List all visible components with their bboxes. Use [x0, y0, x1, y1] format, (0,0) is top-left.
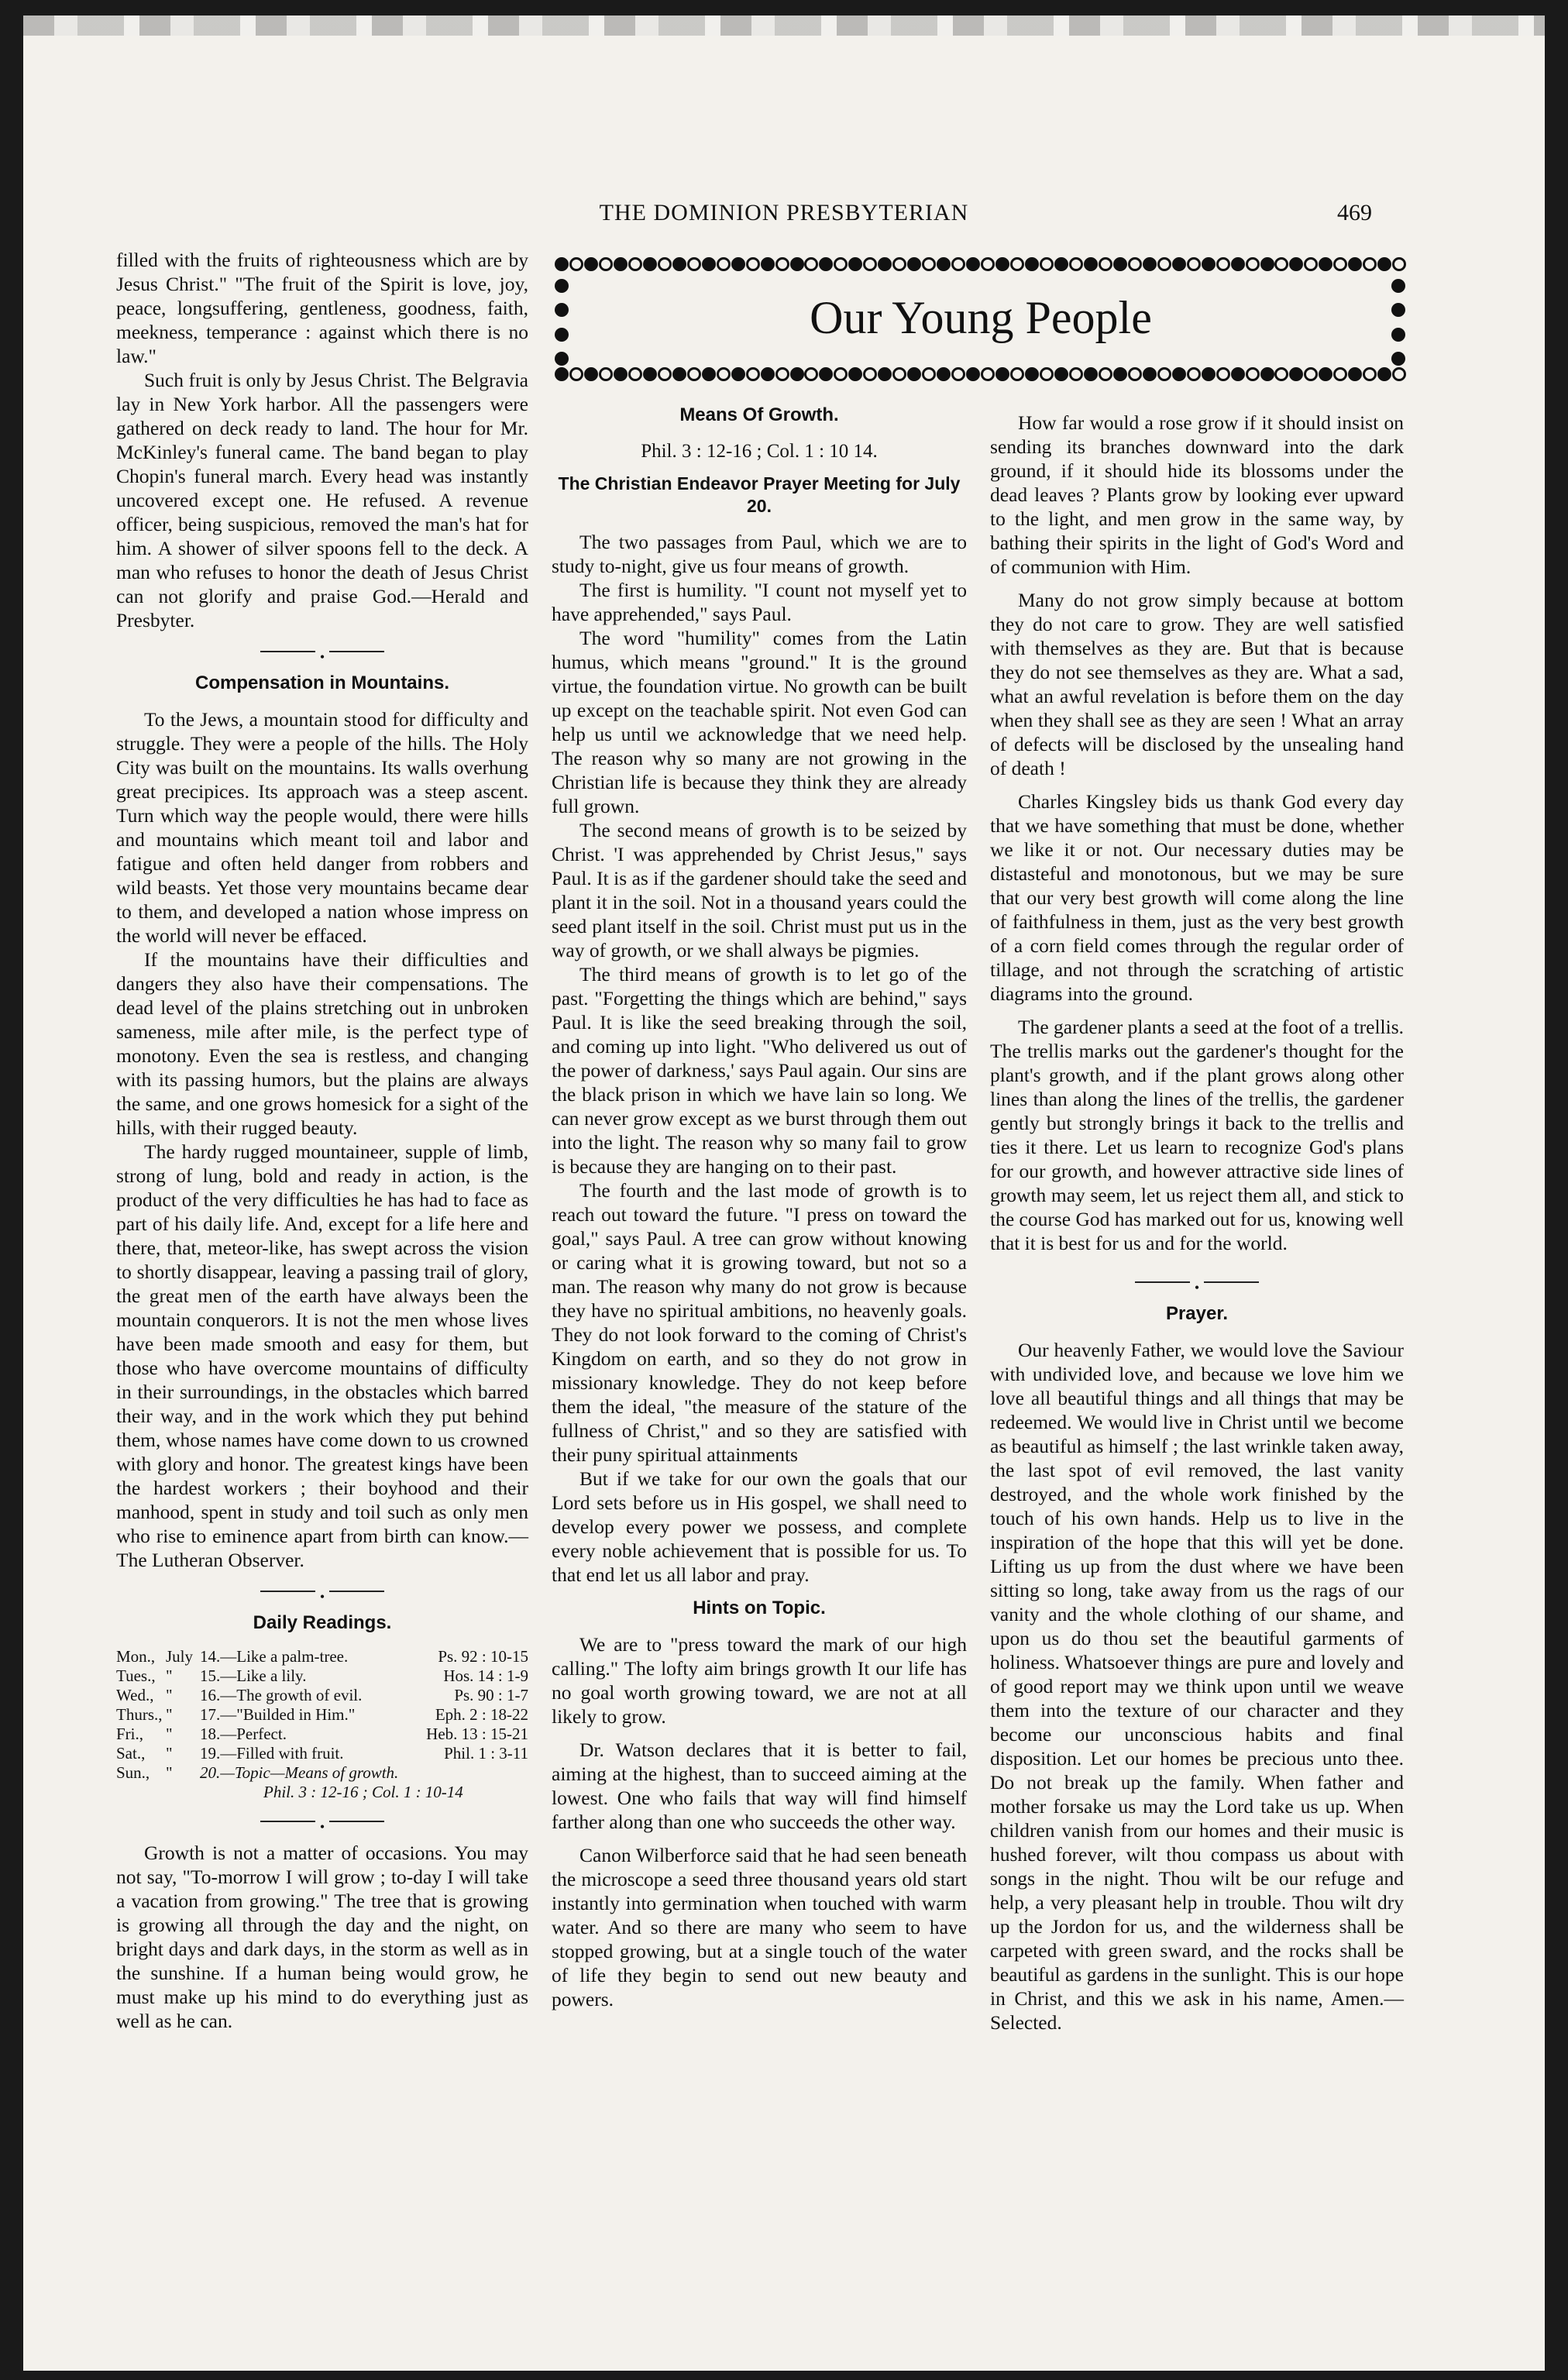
- border-dot: [1113, 257, 1127, 271]
- border-dot: [1143, 257, 1157, 271]
- border-dot: [834, 367, 848, 381]
- border-dot: [731, 257, 745, 271]
- border-dot: [937, 367, 951, 381]
- border-dot: [1069, 257, 1083, 271]
- border-dot: [966, 257, 980, 271]
- reading-continuation: Phil. 3 : 12-16 ; Col. 1 : 10-14: [263, 1783, 463, 1801]
- border-dot: [746, 257, 760, 271]
- paragraph: If the mountains have their difficulties and dangers they also have their compensations. The dead level of the plains stretching out in unbroken sameness, mile after mile, is the perfect type of monotony. Even the sea is restless, and changing with its passing humors, but the plains are always the same, and one grows homesick for a sight of the hills, with their rugged beauty.: [116, 948, 528, 1139]
- border-dot: [848, 367, 862, 381]
- column-middle: [552, 403, 967, 2011]
- border-dot: [1392, 367, 1406, 381]
- border-dot: [569, 367, 583, 381]
- border-dot: [584, 367, 598, 381]
- border-dot: [981, 257, 995, 271]
- border-dot: [1304, 257, 1318, 271]
- border-dot: [614, 367, 628, 381]
- border-dot: [951, 367, 965, 381]
- border-dot: [1187, 257, 1201, 271]
- reading-row: Thurs., " 17.—"Builded in Him." Eph. 2 : 18-22: [116, 1705, 528, 1724]
- reading-row: Sun., " 20.—Topic—Means of growth.: [116, 1763, 399, 1782]
- paragraph: But if we take for our own the goals that our Lord sets before us in His gospel, we shall need to develop every power we possess, and complete every noble achievement that is possible for us. To that end let us all labor and pray.: [552, 1467, 967, 1586]
- paragraph: Charles Kingsley bids us thank God every day that we have something that must be done, whether we like it or not. Our necessary duties may be distasteful and monotonous, but we may be sure that our very best growth will come along the line of faithfulness in them, just as the very best growth of a corn field comes through the regular order of tillage, and not through the scratching of artistic diagrams into the ground.: [990, 790, 1404, 1005]
- border-dot: [628, 257, 642, 271]
- border-dot: [892, 367, 906, 381]
- border-dot: [966, 367, 980, 381]
- border-dot: [1157, 257, 1171, 271]
- border-dot: [1246, 367, 1260, 381]
- page-number: 469: [1337, 200, 1372, 225]
- page-top-edge: [23, 15, 1545, 36]
- border-dot: [863, 257, 877, 271]
- paragraph: The gardener plants a seed at the foot of a trellis. The trellis marks out the gardener's thought for the plant's growth, and if the plant grows along other lines than along the lines of the trellis, the gardener gently but strongly brings it back to the trellis and ties it there. Let us learn to recognize God's plans for our growth, and however attractive side lines of growth may seem, let us reject them all, and stick to the course God has marked out for us, knowing well that it is best for us and for the world.: [990, 1016, 1404, 1254]
- border-dot: [1231, 367, 1245, 381]
- border-dot: [1333, 257, 1347, 271]
- banner-title: Our Young People: [810, 292, 1152, 343]
- article-heading: Compensation in Mountains.: [195, 672, 449, 693]
- paragraph: Many do not grow simply because at bottom they do not care to grow. They are well satisfied with themselves as they are. But that is because they do not see themselves as they are. What a sad, what an awful revelation is before them on the day when they shall see as they are seen ! What an array of defects will be disclosed by the unsealing hand of death !: [990, 589, 1404, 779]
- border-dot: [775, 367, 789, 381]
- border-dot: [717, 257, 731, 271]
- border-dot: [907, 257, 921, 271]
- section-banner: [555, 257, 1407, 387]
- border-dot: [804, 257, 818, 271]
- paragraph: The word "humility" comes from the Latin humus, which means "ground." It is the ground virtue, the foundation virtue. No growth can be built up except on the teachable spirit. Not even God can help us until we acknowledge that we need help. The reason why so many are not growing in the Christian life is because they think they are already full grown.: [552, 627, 967, 817]
- paragraph: The two passages from Paul, which we are to study to-night, give us four means of growth.: [552, 531, 967, 577]
- border-dot: [1040, 367, 1054, 381]
- border-dot: [687, 367, 701, 381]
- article-subheading: The Christian Endeavor Prayer Meeting for July 20.: [558, 473, 961, 516]
- border-dot: [1304, 367, 1318, 381]
- border-dot: [1099, 367, 1112, 381]
- border-dot: [1143, 367, 1157, 381]
- border-dot: [658, 257, 672, 271]
- banner-border-bottom: [555, 367, 1407, 387]
- reading-row: Wed., " 16.—The growth of evil. Ps. 90 : 1-7: [116, 1686, 528, 1704]
- column-right: [990, 411, 1404, 2034]
- border-dot: [584, 257, 598, 271]
- border-dot: [1172, 257, 1186, 271]
- border-dot: [1069, 367, 1083, 381]
- border-dot: [1377, 257, 1391, 271]
- banner-border-top: [555, 257, 1407, 277]
- border-dot: [672, 257, 686, 271]
- reading-row: Fri., " 18.—Perfect. Heb. 13 : 15-21: [116, 1725, 528, 1743]
- border-dot: [878, 367, 892, 381]
- paragraph: The third means of growth is to let go of the past. "Forgetting the things which are behind," says Paul. It is like the seed breaking through the soil, and coming up into light. "Who delivered us out of the power of darkness,' says Paul again. Our sins are the black prison in which we have lain so long. We can never grow except as we burst through them out into the light. The reason why so many fail to grow is because they are hanging on to their past.: [552, 963, 967, 1178]
- separator: •: [116, 1813, 528, 1830]
- paragraph: Growth is not a matter of occasions. You may not say, "To-morrow I will grow ; to-day I will take a vacation from growing." The tree that is growing is growing all through the day and the night, on bright days and dark days, in the storm as well as in the sunshine. If a human being would grow, he must make up his mind to do everything just as well as he can.: [116, 1842, 528, 2032]
- border-dot: [1274, 257, 1288, 271]
- border-dot: [863, 367, 877, 381]
- border-dot: [848, 257, 862, 271]
- border-dot: [1010, 367, 1024, 381]
- border-dot: [981, 367, 995, 381]
- border-dot: [951, 257, 965, 271]
- paragraph: How far would a rose grow if it should insist on sending its branches downward into the dark ground, if it should hide its blossoms under the dead leaves ? Plants grow by looking ever upward to the light, and men grow in the same way, by bathing their spirits in the light of God's Word and of communion with Him.: [990, 411, 1404, 578]
- border-dot: [672, 367, 686, 381]
- separator: •: [116, 643, 528, 660]
- article-heading: Means Of Growth.: [679, 404, 839, 425]
- border-dot: [1246, 257, 1260, 271]
- border-dot: [628, 367, 642, 381]
- border-dot: [599, 367, 613, 381]
- border-dot: [702, 257, 716, 271]
- border-dot: [1363, 367, 1377, 381]
- border-dot: [643, 257, 657, 271]
- border-dot: [892, 257, 906, 271]
- paragraph: The first is humility. "I count not myself yet to have apprehended," says Paul.: [552, 579, 967, 625]
- border-dot: [702, 367, 716, 381]
- border-dot: [1084, 367, 1098, 381]
- border-dot: [569, 257, 583, 271]
- hints-heading: Hints on Topic.: [693, 1598, 826, 1618]
- border-dot: [1113, 367, 1127, 381]
- border-dot: [922, 257, 936, 271]
- border-dot: [878, 257, 892, 271]
- border-dot: [717, 367, 731, 381]
- reading-row: Sat., " 19.—Filled with fruit. Phil. 1 : 3-11: [116, 1744, 528, 1763]
- border-dot: [643, 367, 657, 381]
- separator: •: [116, 1583, 528, 1600]
- border-dot: [1010, 257, 1024, 271]
- border-dot: [1172, 367, 1186, 381]
- border-dot: [614, 257, 628, 271]
- border-dot: [658, 367, 672, 381]
- border-dot: [995, 367, 1009, 381]
- border-dot: [995, 257, 1009, 271]
- border-dot: [1202, 257, 1216, 271]
- border-dot: [1274, 367, 1288, 381]
- border-dot: [1363, 257, 1377, 271]
- border-dot: [761, 367, 775, 381]
- border-dot: [1260, 367, 1274, 381]
- reading-row: Tues., " 15.—Like a lily. Hos. 14 : 1-9: [116, 1666, 528, 1685]
- border-dot: [1025, 367, 1039, 381]
- border-dot: [1054, 367, 1068, 381]
- border-dot: [790, 257, 804, 271]
- border-dot: [599, 257, 613, 271]
- paragraph: The fourth and the last mode of growth is to reach out toward the future. "I press on toward the goal," says Paul. A tree can grow without knowing or caring what it is growing toward, but not so a man. The reason why many do not grow is because they have no spiritual ambitions, no heavenly goals. They do not look forward to the coming of Christ's Kingdom on earth, and so they do not grow in missionary knowledge. They do not keep before them the ideal, "the measure of the stature of the fullness of Christ," and so they are satisfied with their puny spiritual attainments: [552, 1179, 967, 1466]
- border-dot: [1025, 257, 1039, 271]
- border-dot: [1128, 367, 1142, 381]
- border-dot: [1392, 257, 1406, 271]
- border-dot: [1289, 367, 1303, 381]
- paragraph: The second means of growth is to be seized by Christ. 'I was apprehended by Christ Jesus," says Paul. It is as if the gardener should take the seed and plant it in the soil. Not in a thousand years could the seed plant itself in the soil. Christ must put us in the way of growth, or we shall always be pigmies.: [552, 819, 967, 961]
- border-dot: [1128, 257, 1142, 271]
- border-dot: [555, 367, 569, 381]
- border-dot: [819, 257, 833, 271]
- paragraph: filled with the fruits of righteousness which are by Jesus Christ." "The fruit of the Spirit is love, joy, peace, longsuffering, gentleness, goodness, faith, meekness, temperance : against which there is no law.": [116, 249, 528, 367]
- border-dot: [1040, 257, 1054, 271]
- border-dot: [555, 257, 569, 271]
- border-dot: [1333, 367, 1347, 381]
- paragraph: The hardy rugged mountaineer, supple of limb, strong of lung, bold and ready in action, is the product of the very difficulties he has had to face as part of his daily life. And, except for a life here and there, that, meteor-like, has swept across the vision to shortly disappear, leaving a passing trail of glory, the great men of the earth have always been the mountain conquerors. It is not the men whose lives have been made smooth and easy for them, but those who have overcome mountains of difficulty in their surroundings, in the obstacles which barred their way, and in the work which they put behind them, whose names have come down to us crowned with glory and honor. The greatest kings have been the hardest workers ; their boyhood and their manhood, spent in study and toil such as only men who rise to eminence apart from birth can know.—The Lutheran Observer.: [116, 1140, 528, 1571]
- border-dot: [1319, 367, 1332, 381]
- border-dot: [1348, 257, 1362, 271]
- border-dot: [937, 257, 951, 271]
- border-dot: [731, 367, 745, 381]
- daily-readings-list: [116, 1647, 528, 1802]
- reading-row: Mon., July 14.—Like a palm-tree. Ps. 92 : 10-15: [116, 1647, 528, 1666]
- border-dot: [1348, 367, 1362, 381]
- paragraph: Such fruit is only by Jesus Christ. The Belgravia lay in New York harbor. All the passengers were gathered on deck ready to land. The hour for Mr. McKinley's funeral came. The band began to play Chopin's funeral march. Every head was instantly uncovered except one. He refused. A revenue officer, being suspicious, removed the man's hat for him. A shower of silver spoons fell to the deck. A man who refuses to honor the death of Jesus Christ can not glorify and praise God.—Herald and Presbyter.: [116, 369, 528, 631]
- border-dot: [1377, 367, 1391, 381]
- border-dot: [1084, 257, 1098, 271]
- scripture-reference: Phil. 3 : 12-16 ; Col. 1 : 10 14.: [641, 441, 878, 462]
- border-dot: [922, 367, 936, 381]
- border-dot: [746, 367, 760, 381]
- border-dot: [834, 257, 848, 271]
- border-dot: [1202, 367, 1216, 381]
- border-dot: [1231, 257, 1245, 271]
- readings-heading: Daily Readings.: [253, 1612, 392, 1633]
- masthead: THE DOMINION PRESBYTERIAN: [599, 200, 969, 225]
- border-dot: [1216, 257, 1230, 271]
- paragraph: Canon Wilberforce said that he had seen beneath the microscope a seed three thousand years old start instantly into germination when touched with warm water. And so there are many who seem to have stopped growing, but at a single touch of the water of life they begin to send out new beauty and powers.: [552, 1844, 967, 2010]
- paragraph: We are to "press toward the mark of our high calling." The lofty aim brings growth It our life has no goal worth growing toward, we are not at all likely to grow.: [552, 1633, 967, 1728]
- border-dot: [761, 257, 775, 271]
- border-dot: [1216, 367, 1230, 381]
- border-dot: [907, 367, 921, 381]
- border-dot: [819, 367, 833, 381]
- paragraph: To the Jews, a mountain stood for difficulty and struggle. They were a people of the hills. The Holy City was built on the mountains. Its walls overhung great precipices. Its approach was a steep ascent. Turn which way the people would, there were hills and mountains which meant toil and labor and fatigue and often held danger from robbers and wild beasts. Yet those very mountains became dear to them, and developed a nation whose impress on the world will never be effaced.: [116, 708, 528, 947]
- border-dot: [1054, 257, 1068, 271]
- border-dot: [1099, 257, 1112, 271]
- border-dot: [1187, 367, 1201, 381]
- border-dot: [1319, 257, 1332, 271]
- border-dot: [790, 367, 804, 381]
- border-dot: [687, 257, 701, 271]
- separator: •: [990, 1274, 1404, 1291]
- border-dot: [1260, 257, 1274, 271]
- prayer-heading: Prayer.: [1165, 1303, 1229, 1324]
- border-dot: [804, 367, 818, 381]
- column-left: [116, 248, 528, 2033]
- border-dot: [1157, 367, 1171, 381]
- paragraph: Our heavenly Father, we would love the Saviour with undivided love, and because we love him we love all beautiful things and all things that may be redeemed. We would live in Christ until we become as beautiful as himself ; the last wrinkle taken away, the last spot of evil removed, the last vanity destroyed, and the whole work finished by the touch of his own hands. Help us to live in the inspiration of the hope that this will yet be done. Lifting us up from the dust where we have been sitting so long, take away from us the rags of our vanity and the whole clothing of our shame, and upon us do thou set the beautiful garments of holiness. Whatsoever things are pure and lovely and of good report may we think upon until we weave them into the texture of our character and they become our unconscious habits and final disposition. Let our homes be precious unto thee. Do not break up the family. When father and mother forsake us may the Lord take us up. When children vanish from our homes and their music is hushed forever, wilt thou compass us about with songs in the night. Thou wilt be our refuge and help, a very pleasant help in trouble. Thou wilt dry up the Jordon for us, and the wilderness shall be carpeted with green sward, and the rocks shall be beautiful as gardens in the sunlight. This is our hope in Christ, and this we ask in his name, Amen.—Selected.: [990, 1339, 1404, 2034]
- border-dot: [775, 257, 789, 271]
- border-dot: [1289, 257, 1303, 271]
- paragraph: Dr. Watson declares that it is better to fail, aiming at the highest, than to succeed aiming at the lowest. One who fails that way will find himself farther along than one who succeeds the other way.: [552, 1739, 967, 1833]
